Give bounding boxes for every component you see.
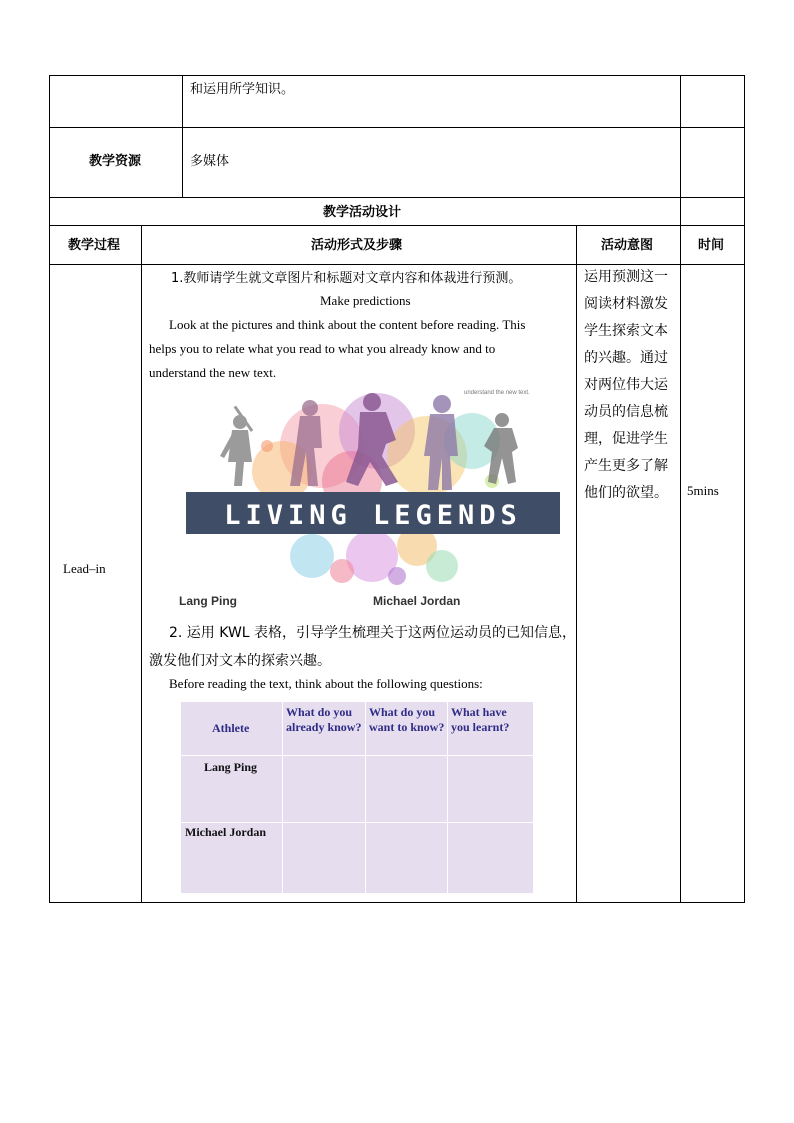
step2-en: Before reading the text, think about the following questions: bbox=[169, 676, 483, 691]
resources-value: 多媒体 bbox=[190, 154, 230, 169]
kwl-header-athlete: Athlete bbox=[212, 721, 250, 735]
splash-illustration bbox=[172, 386, 568, 612]
figure-corner-text: understand the new text. bbox=[464, 390, 530, 396]
header-intent: 活动意图 bbox=[601, 238, 654, 253]
design-title: 教学活动设计 bbox=[323, 205, 402, 220]
athlete-silhouette-batter-icon bbox=[220, 406, 253, 486]
resources-label: 教学资源 bbox=[89, 154, 142, 169]
step1-subtitle: Make predictions bbox=[320, 293, 411, 308]
table-border-bottom bbox=[49, 902, 745, 903]
kwl-row-michael-jordan: Michael Jordan bbox=[185, 825, 266, 839]
caption-lang-ping: Lang Ping bbox=[179, 594, 237, 608]
step1-cn: 1.教师请学生就文章图片和标题对文章内容和体裁进行预测。 bbox=[171, 271, 522, 286]
kwl-row-lang-ping: Lang Ping bbox=[204, 760, 258, 774]
table-line-1 bbox=[49, 127, 745, 128]
header-process: 教学过程 bbox=[68, 238, 121, 253]
kwl-table bbox=[181, 702, 533, 893]
legends-banner-text: LIVING LEGENDS bbox=[224, 500, 522, 531]
table-border-left bbox=[49, 75, 50, 903]
table-col-resource-split bbox=[182, 75, 183, 198]
kwl-header-know-1: What do you bbox=[286, 705, 353, 719]
header-time: 时间 bbox=[698, 238, 725, 253]
step1-line2: helps you to relate what you read to what you already know and to bbox=[149, 341, 496, 356]
step1-line1: Look at the pictures and think about the content before reading. This bbox=[169, 317, 526, 332]
kwl-header-know-2: already know? bbox=[286, 720, 362, 734]
kwl-col-line bbox=[365, 702, 366, 893]
table-line-3 bbox=[49, 225, 745, 226]
kwl-row-line bbox=[181, 822, 533, 823]
stage-label: Lead–in bbox=[63, 561, 106, 576]
table-line-2 bbox=[49, 197, 745, 198]
top-row-text: 和运用所学知识。 bbox=[190, 82, 295, 97]
step2-line1: 2. 运用 KWL 表格，引导学生梳理关于这两位运动员的已知信息， bbox=[169, 625, 577, 641]
header-steps: 活动形式及步骤 bbox=[311, 238, 403, 253]
kwl-row-line bbox=[181, 755, 533, 756]
table-col-intent-split bbox=[576, 225, 577, 903]
kwl-col-line bbox=[282, 702, 283, 893]
table-border-top bbox=[49, 75, 745, 76]
table-border-right bbox=[744, 75, 745, 903]
living-legends-image bbox=[172, 386, 568, 612]
time-value: 5mins bbox=[687, 483, 719, 498]
kwl-col-line bbox=[447, 702, 448, 893]
kwl-header-learnt-1: What have bbox=[451, 705, 507, 719]
kwl-header-learnt-2: you learnt? bbox=[451, 720, 510, 734]
step2-line2: 激发他们对文本的探索兴趣。 bbox=[149, 653, 331, 669]
activity-intent-text: 运用预测这一阅读材料激发学生探索文本的兴趣。通过对两位伟大运动员的信息梳理，促进学生产生更多了解他们的欲望。 bbox=[584, 269, 668, 501]
table-col-time-split bbox=[680, 75, 681, 903]
kwl-header-want-2: want to know? bbox=[369, 720, 445, 734]
caption-michael-jordan: Michael Jordan bbox=[373, 594, 461, 608]
table-col-process-split bbox=[141, 225, 142, 903]
kwl-header-want-1: What do you bbox=[369, 705, 436, 719]
step1-line3: understand the new text. bbox=[149, 365, 277, 380]
